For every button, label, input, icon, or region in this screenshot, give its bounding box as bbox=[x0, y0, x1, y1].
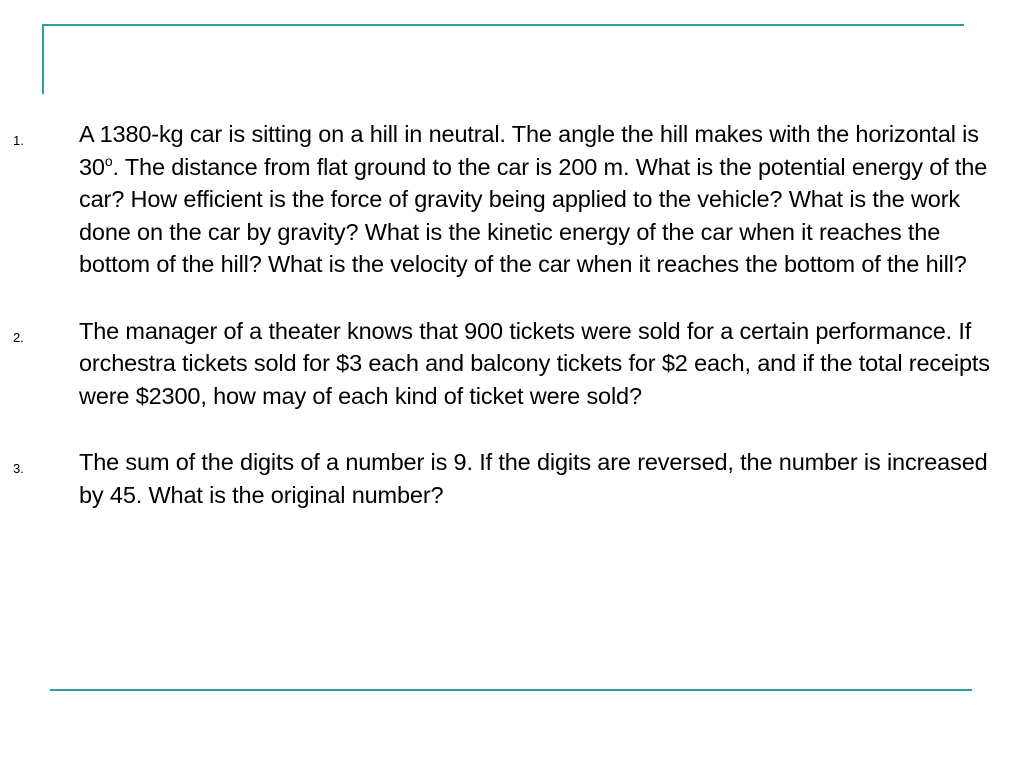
degree-superscript: o bbox=[104, 152, 113, 169]
problem-text: The sum of the digits of a number is 9. If the digits are reversed, the number is increased by 45. What is the original number? bbox=[79, 449, 988, 508]
problem-number: 1. bbox=[13, 133, 24, 148]
bottom-rule bbox=[50, 689, 972, 691]
problem-item-3 bbox=[0, 446, 1024, 511]
problem-text: The manager of a theater knows that 900 tickets were sold for a certain performance. If orchestra tickets sold for $3 each and balcony tickets for $2 each, and if the total receipts were $2300, how may of each kind of ticket were sold? bbox=[79, 317, 990, 409]
problem-item-1 bbox=[0, 118, 1024, 281]
problem-list bbox=[0, 118, 1024, 545]
problem-number: 3. bbox=[13, 461, 24, 476]
problem-text-part: A 1380-kg car is sitting on a hill in neutral. The angle the hill makes with the horizontal is 30 bbox=[79, 121, 979, 180]
top-rule bbox=[42, 24, 964, 26]
problem-text bbox=[79, 118, 1009, 281]
left-rule bbox=[42, 24, 44, 94]
problem-text-part: . The distance from flat ground to the car is 200 m. What is the potential energy of the car? How efficient is the force of gravity being applied to the vehicle? What is the work done on the car by gravity? What is the kinetic energy of the car when it reaches the bottom of the hill? What is the velocity of the car when it reaches the bottom of the hill? bbox=[79, 153, 988, 277]
problem-number: 2. bbox=[13, 329, 24, 345]
problem-item-2 bbox=[0, 315, 1024, 413]
